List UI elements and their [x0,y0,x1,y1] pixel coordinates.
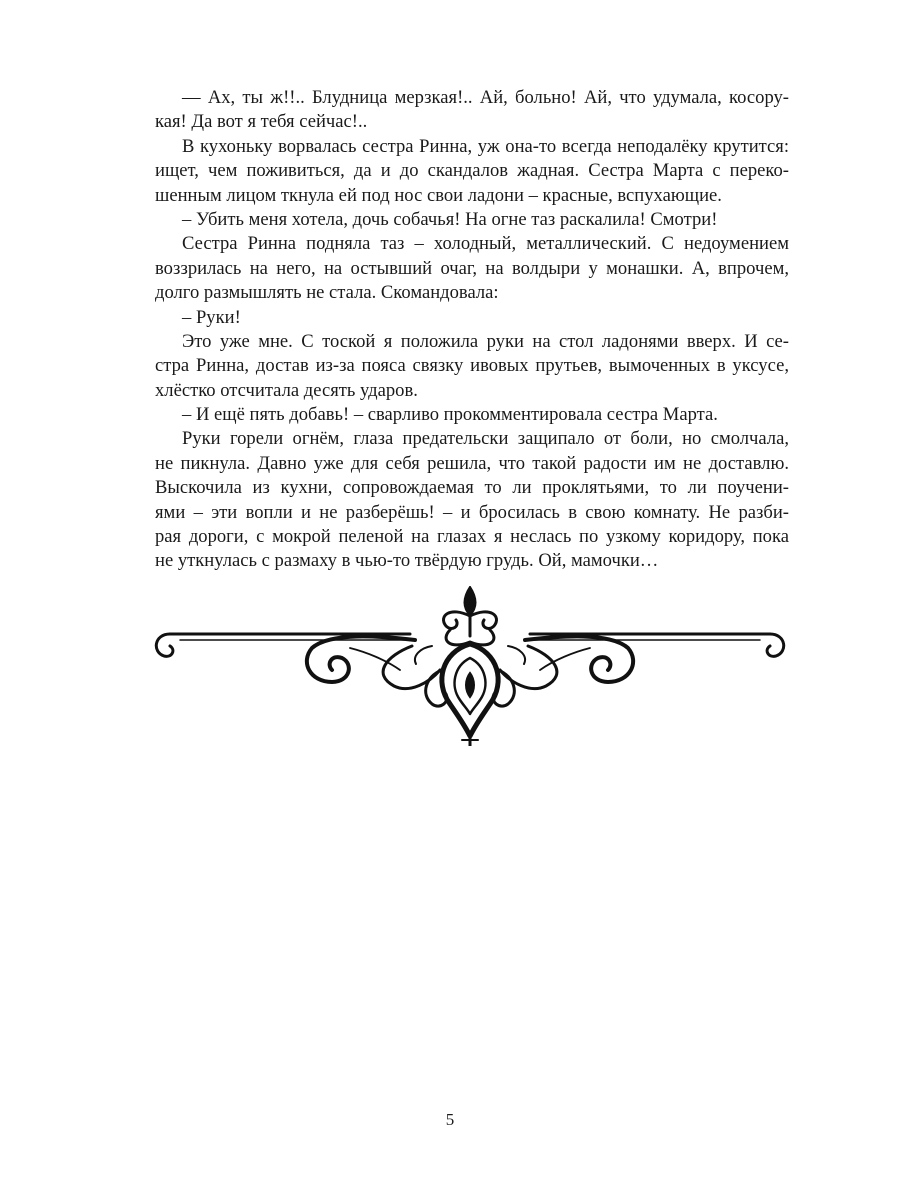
text-line: рая дороги, с мокрой пеленой на глазах я неслась по узкому коридору, пока [155,526,789,548]
text-line: Руки горели огнём, глаза предательски защипало от боли, но смолчала, [182,428,789,450]
text-line: не пикнула. Давно уже для себя решила, что такой радости им не доставлю. [155,452,789,474]
body-text [155,86,789,574]
text-line: Это уже мне. С тоской я положила руки на стол ладонями вверх. И се- [182,330,789,352]
page-number: 5 [445,1110,455,1129]
text-line: Сестра Ринна подняла таз – холодный, металлический. С недоумением [182,233,789,255]
text-line: — Ах, ты ж!!.. Блудница мерзкая!.. Ай, больно! Ай, что удумала, косору- [182,87,789,108]
text-line: – Руки! [182,306,241,328]
text-line: ями – эти вопли и не разберёшь! – и бросилась в свою комнату. Не разби- [155,501,789,523]
text-line: В кухоньку ворвалась сестра Ринна, уж она-то всегда неподалёку крутится: [182,135,789,157]
text-line: долго размышлять не стала. Скомандовала: [155,282,499,304]
text-line: – И ещё пять добавь! – сварливо прокомментировала сестра Марта. [182,404,718,426]
text-line: стра Ринна, достав из-за пояса связку ивовых прутьев, вымоченных в уксусе, [155,355,789,377]
text-line: не уткнулась с размаху в чью-то твёрдую грудь. Ой, мамочки… [155,550,659,572]
text-line: – Убить меня хотела, дочь собачья! На огне таз раскалила! Смотри! [182,208,718,230]
text-line: воззрилась на него, на остывший очаг, на волдыри у монашки. А, впрочем, [155,257,789,279]
text-line: шенным лицом ткнула ей под нос свои ладони – красные, вспухающие. [155,184,722,206]
decorative-scroll-divider-icon [150,586,790,746]
text-line: Выскочила из кухни, сопровождаемая то ли проклятьями, то ли поучени- [155,477,789,499]
text-line: кая! Да вот я тебя сейчас!.. [155,111,368,133]
text-line: ищет, чем поживиться, да и до скандалов жадная. Сестра Марта с переко- [155,160,789,182]
text-line: хлёстко отсчитала десять ударов. [155,379,418,401]
